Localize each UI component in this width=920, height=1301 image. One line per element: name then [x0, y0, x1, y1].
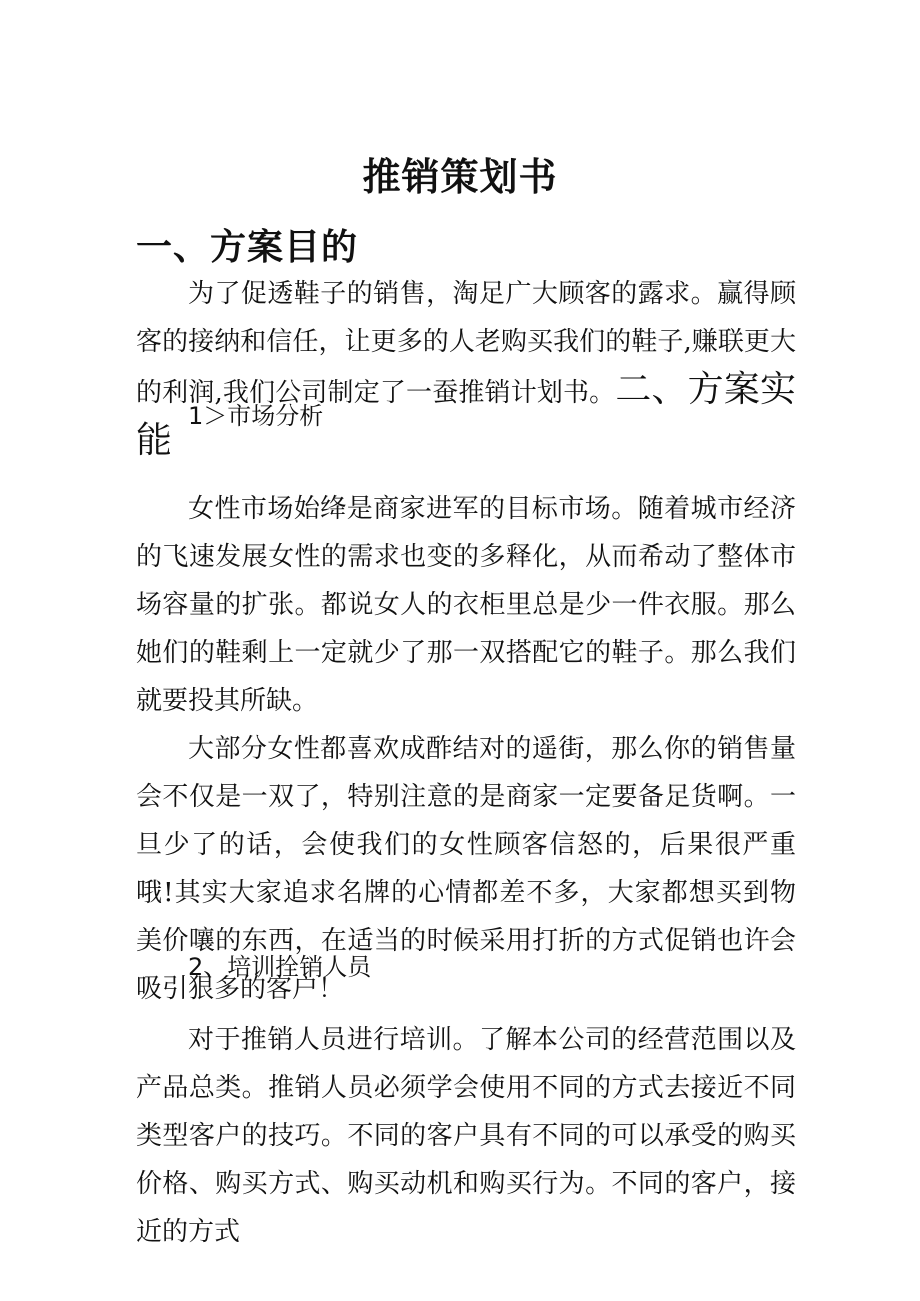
- market-analysis-paragraph-1: 女性市场始绛是商家进军的目标市场。随着城市经济的飞速发展女性的需求也变的多释化，从而希动了整体市场容量的扩张。都说女人的衣柜里总是少一件衣服。那么她们的鞋剩上一定就少了那一双搭配它的鞋子。那么我们就要投其所缺。: [136, 494, 796, 716]
- market-analysis-paragraph-2: 大部分女性都喜欢成酢结对的遥街，那么你的销售量会不仅是一双了，特别注意的是商家一定要备足货啊。一旦少了的话，会使我们的女性顾客信怒的，后果很严重哦!其实大家追求名牌的心情都差不多，大家都想买到物美价嚷的东西，在适当的时候采用打折的方式促销也许会吸引狠多的客户！: [136, 734, 796, 1004]
- sales-training-heading: 2、培训拴销人员: [188, 953, 372, 981]
- section-heading-plan-implementation: 二、方案实能: [136, 369, 796, 461]
- plan-purpose-text: 为了促透鞋子的销售，淘足广大顾客的露求。赢得顾客的接纳和信任，让更多的人老购买我们的鞋子,赚联更大的利润,我们公司制定了一蚕推销计划书。: [136, 279, 796, 408]
- sales-training-paragraph: 对于推销人员进行培训。了解本公司的经营范围以及产品总类。推销人员必须学会使用不同的方式去接近不同类型客户的技巧。不同的客户具有不同的可以承受的购买价格、购买方式、购买动机和购买行为。不同的客户，接近的方式: [136, 1025, 796, 1247]
- document-title: 推销策划书: [362, 154, 558, 200]
- market-analysis-heading: 1＞市场分析: [188, 402, 324, 430]
- section-heading-plan-purpose: 一、方案目的: [136, 225, 359, 268]
